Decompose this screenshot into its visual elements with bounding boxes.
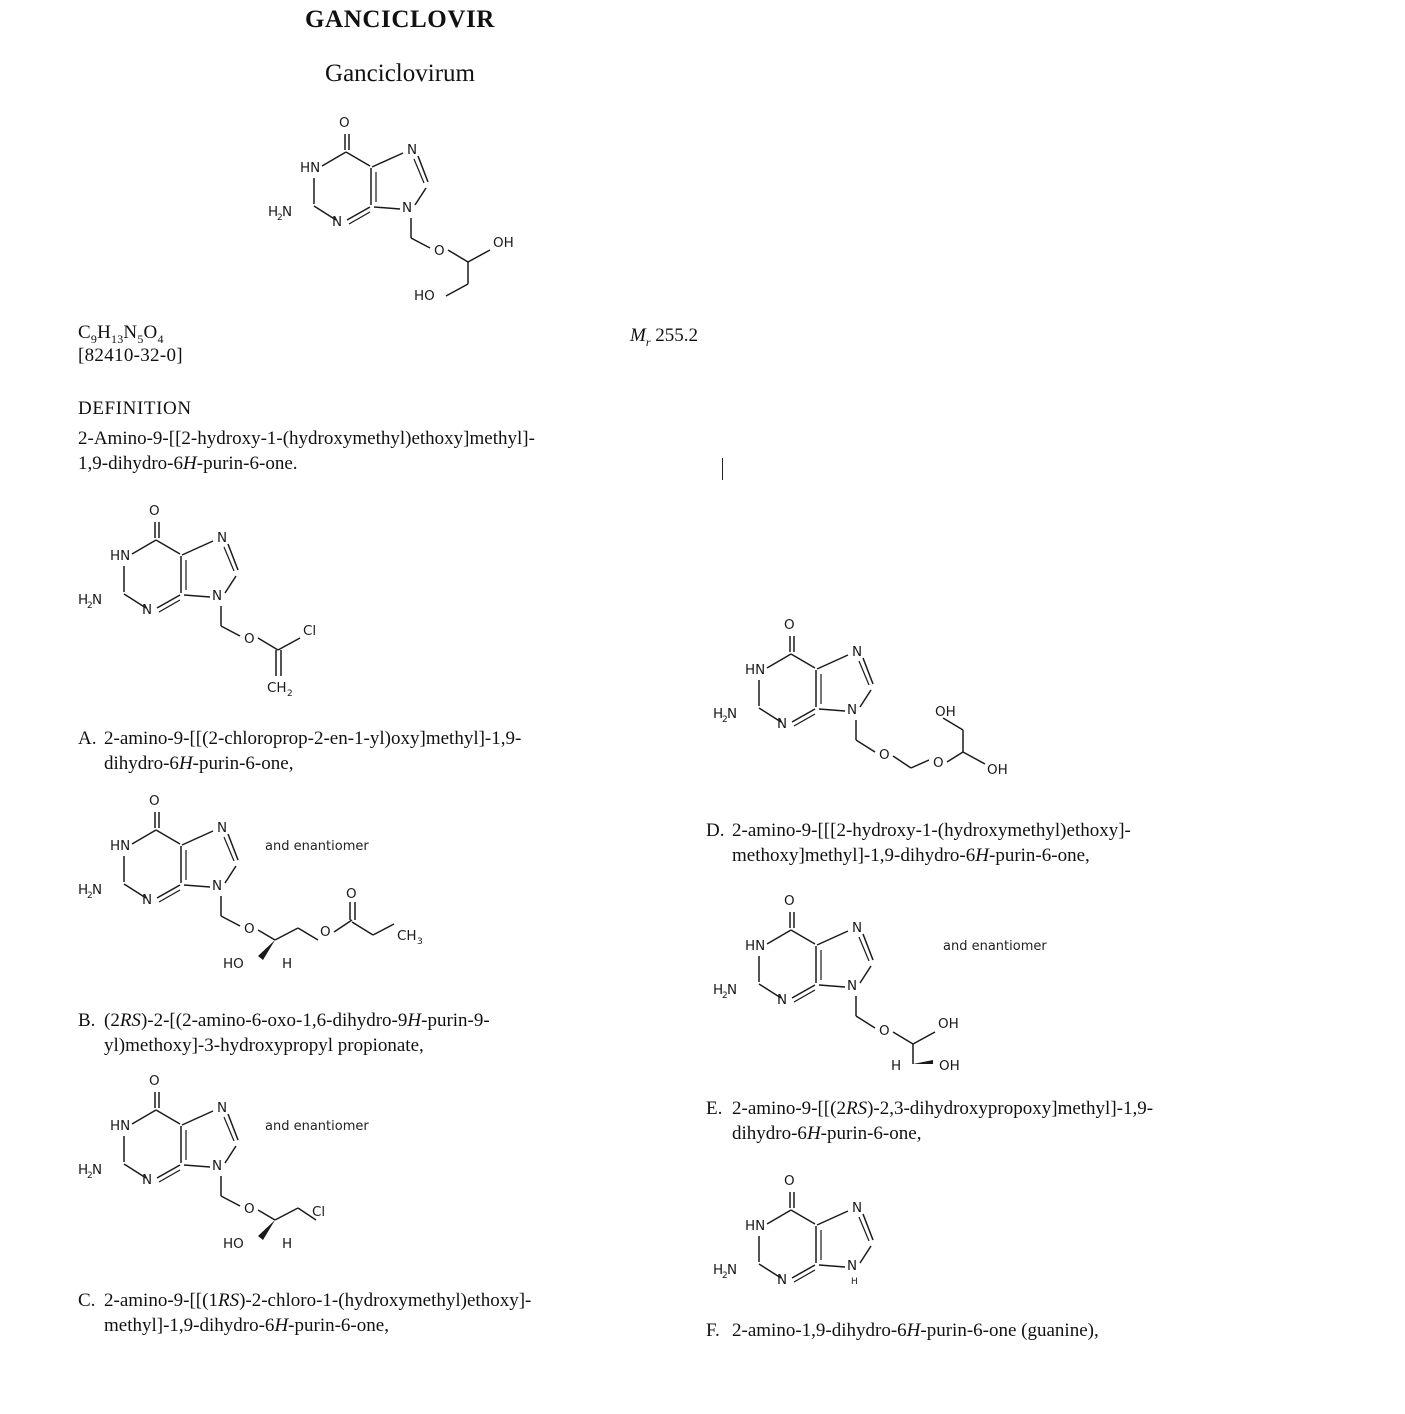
impurity-a-line2-pre: dihydro-6	[104, 753, 179, 774]
svg-text:O: O	[244, 1201, 255, 1217]
caption-impurity-a	[78, 726, 698, 776]
impurity-a-structure	[60, 498, 390, 708]
svg-text:CH: CH	[397, 928, 417, 944]
text-cursor	[722, 458, 723, 480]
svg-text:O: O	[149, 1073, 160, 1089]
svg-text:OH: OH	[935, 704, 956, 720]
impurity-letter-b: B.	[78, 1010, 96, 1031]
svg-text:H: H	[78, 592, 89, 608]
svg-text:O: O	[149, 503, 160, 519]
impurity-b-line1-post: -purin-9-	[421, 1010, 490, 1031]
svg-text:N: N	[212, 588, 223, 604]
impurity-e-line2-post: -purin-6-one,	[820, 1123, 922, 1144]
definition-line-2-pre: 1,9-dihydro-6	[78, 453, 184, 474]
caption-impurity-f	[706, 1318, 1346, 1343]
svg-text:N: N	[92, 1162, 103, 1178]
svg-text:CH: CH	[267, 680, 287, 696]
guanine-structure	[695, 1168, 995, 1308]
impurity-a-line2-italic: H	[178, 753, 193, 774]
page-title: GANCICLOVIR	[305, 6, 495, 33]
svg-text:H: H	[713, 1262, 724, 1278]
cas-number: [82410-32-0]	[78, 345, 183, 366]
impurity-e-structure	[695, 888, 1095, 1078]
svg-text:2: 2	[87, 1171, 93, 1181]
molecular-formula: $C_9H_{13}N_5O_4$	[78, 322, 164, 346]
svg-text:O: O	[346, 886, 357, 902]
svg-text:H: H	[282, 956, 293, 972]
caption-impurity-c	[78, 1288, 698, 1338]
impurity-c-line2-pre: methyl]-1,9-dihydro-6	[104, 1315, 275, 1336]
svg-text:N: N	[847, 702, 858, 718]
svg-text:and enantiomer: and enantiomer	[265, 839, 369, 854]
impurity-d-line2-post: -purin-6-one,	[989, 845, 1090, 866]
atom-label-n: N	[407, 142, 418, 158]
definition-heading: DEFINITION	[78, 398, 192, 419]
svg-text:O: O	[879, 1023, 890, 1039]
atom-label-n: N	[402, 200, 413, 216]
svg-text:N: N	[777, 716, 788, 732]
svg-text:2: 2	[277, 213, 283, 223]
svg-text:O: O	[149, 793, 160, 809]
svg-text:O: O	[320, 924, 331, 940]
svg-text:HO: HO	[223, 956, 244, 972]
svg-text:O: O	[244, 631, 255, 647]
page-subtitle: Ganciclovirum	[325, 60, 475, 87]
caption-impurity-e	[706, 1096, 1346, 1146]
svg-text:N: N	[852, 920, 863, 936]
svg-text:N: N	[142, 892, 153, 908]
atom-label-oh: OH	[493, 235, 514, 251]
definition-line-2-italic: H	[183, 453, 197, 474]
impurity-c-line2-italic: H	[274, 1315, 289, 1336]
svg-text:N: N	[212, 878, 223, 894]
svg-text:N: N	[852, 644, 863, 660]
impurity-e-line2-italic: H	[806, 1123, 821, 1144]
definition-text	[78, 426, 778, 476]
svg-text:OH: OH	[938, 1016, 959, 1032]
svg-text:OH: OH	[987, 762, 1008, 778]
svg-text:2: 2	[722, 1271, 728, 1281]
svg-text:O: O	[784, 617, 795, 633]
svg-text:H: H	[713, 706, 724, 722]
svg-text:HN: HN	[745, 662, 766, 678]
impurity-e-line2-pre: dihydro-6	[732, 1123, 807, 1144]
atom-label-ho: HO	[414, 288, 435, 304]
definition-line-1: 2-Amino-9-[[2-hydroxy-1-(hydroxymethyl)ethoxy]methyl]-	[78, 428, 535, 449]
impurity-e-line1-post: )-2,3-dihydroxypropoxy]methyl]-1,9-	[867, 1098, 1154, 1119]
svg-text:HN: HN	[110, 1118, 131, 1134]
svg-text:Cl: Cl	[303, 623, 317, 639]
impurity-f-line1-pre: 2-amino-1,9-dihydro-6	[732, 1320, 907, 1341]
svg-text:N: N	[92, 882, 103, 898]
impurity-c-line2-post: -purin-6-one,	[288, 1315, 389, 1336]
atom-label-n: N	[332, 214, 343, 230]
svg-text:N: N	[777, 1272, 788, 1288]
svg-text:N: N	[92, 592, 103, 608]
svg-text:N: N	[282, 204, 293, 220]
svg-text:2: 2	[287, 689, 293, 699]
svg-text:H: H	[78, 882, 89, 898]
svg-text:H: H	[713, 982, 724, 998]
svg-text:O: O	[784, 1173, 795, 1189]
svg-text:O: O	[933, 755, 944, 771]
svg-text:2: 2	[722, 715, 728, 725]
atom-label-hn: HN	[300, 160, 321, 176]
svg-text:N: N	[777, 992, 788, 1008]
svg-text:and enantiomer: and enantiomer	[265, 1119, 369, 1134]
svg-text:HN: HN	[745, 1218, 766, 1234]
impurity-c-line1-pre: 2-amino-9-[[(1	[104, 1290, 218, 1311]
svg-text:N: N	[727, 706, 738, 722]
impurity-c-line1-italic: RS	[217, 1290, 240, 1311]
relative-molecular-mass: $M_r$ 255.2	[630, 325, 698, 349]
impurity-b-line1-italic: RS	[119, 1010, 141, 1031]
impurity-letter-a: A.	[78, 728, 97, 749]
svg-text:N: N	[217, 820, 228, 836]
impurity-e-line1-italic: RS	[845, 1098, 868, 1119]
svg-text:HN: HN	[110, 838, 131, 854]
svg-text:OH: OH	[939, 1058, 960, 1074]
impurity-c-line1-post: )-2-chloro-1-(hydroxymethyl)ethoxy]-	[239, 1290, 532, 1311]
svg-text:H: H	[78, 1162, 89, 1178]
svg-text:2: 2	[87, 891, 93, 901]
svg-text:3: 3	[417, 937, 423, 947]
svg-text:N: N	[852, 1200, 863, 1216]
svg-text:N: N	[847, 1258, 858, 1274]
svg-text:H: H	[891, 1058, 902, 1074]
impurity-e-line1-pre: 2-amino-9-[[(2	[732, 1098, 846, 1119]
impurity-letter-f: F.	[706, 1320, 720, 1341]
svg-text:O: O	[879, 747, 890, 763]
svg-text:N: N	[142, 1172, 153, 1188]
svg-text:2: 2	[87, 601, 93, 611]
impurity-b-line1-pre: (2	[104, 1010, 120, 1031]
impurity-f-line1-post: -purin-6-one (guanine),	[920, 1320, 1099, 1341]
mr-value: 255.2	[655, 325, 698, 346]
impurity-b-line2: yl)methoxy]-3-hydroxypropyl propionate,	[104, 1035, 424, 1056]
svg-text:N: N	[212, 1158, 223, 1174]
svg-text:and enantiomer: and enantiomer	[943, 939, 1047, 954]
impurity-b-line1-italic2: H	[407, 1010, 422, 1031]
impurity-f-line1-italic: H	[906, 1320, 921, 1341]
svg-text:N: N	[217, 530, 228, 546]
svg-text:Cl: Cl	[312, 1204, 326, 1220]
svg-text:2: 2	[722, 991, 728, 1001]
atom-label-o: O	[434, 243, 445, 259]
svg-text:HN: HN	[745, 938, 766, 954]
impurity-letter-e: E.	[706, 1098, 723, 1119]
svg-text:O: O	[784, 893, 795, 909]
svg-text:O: O	[244, 921, 255, 937]
caption-impurity-b	[78, 1008, 698, 1058]
impurity-d-line2-pre: methoxy]methyl]-1,9-dihydro-6	[732, 845, 976, 866]
definition-line-2-post: -purin-6-one.	[196, 453, 298, 474]
atom-label-h2n: H	[268, 204, 279, 220]
impurity-c-structure	[60, 1068, 460, 1268]
svg-text:N: N	[142, 602, 153, 618]
svg-text:N: N	[727, 1262, 738, 1278]
impurity-d-line2-italic: H	[975, 845, 989, 866]
ganciclovir-structure	[250, 110, 580, 310]
impurity-a-line1: 2-amino-9-[[(2-chloroprop-2-en-1-yl)oxy]methyl]-1,9-	[104, 728, 522, 749]
svg-text:H: H	[851, 1277, 858, 1287]
impurity-b-line1-mid: )-2-[(2-amino-6-oxo-1,6-dihydro-9	[140, 1010, 408, 1031]
impurity-letter-d: D.	[706, 820, 725, 841]
impurity-b-structure	[60, 788, 460, 988]
impurity-a-line2-post: -purin-6-one,	[192, 753, 294, 774]
atom-label-o: O	[339, 115, 350, 131]
svg-text:N: N	[727, 982, 738, 998]
svg-text:N: N	[847, 978, 858, 994]
impurity-d-structure	[695, 612, 1095, 802]
caption-impurity-d	[706, 818, 1326, 868]
svg-text:N: N	[217, 1100, 228, 1116]
impurity-d-line1: 2-amino-9-[[[2-hydroxy-1-(hydroxymethyl)ethoxy]-	[732, 820, 1131, 841]
svg-text:H: H	[282, 1236, 293, 1252]
impurity-letter-c: C.	[78, 1290, 96, 1311]
svg-text:HN: HN	[110, 548, 131, 564]
svg-text:HO: HO	[223, 1236, 244, 1252]
